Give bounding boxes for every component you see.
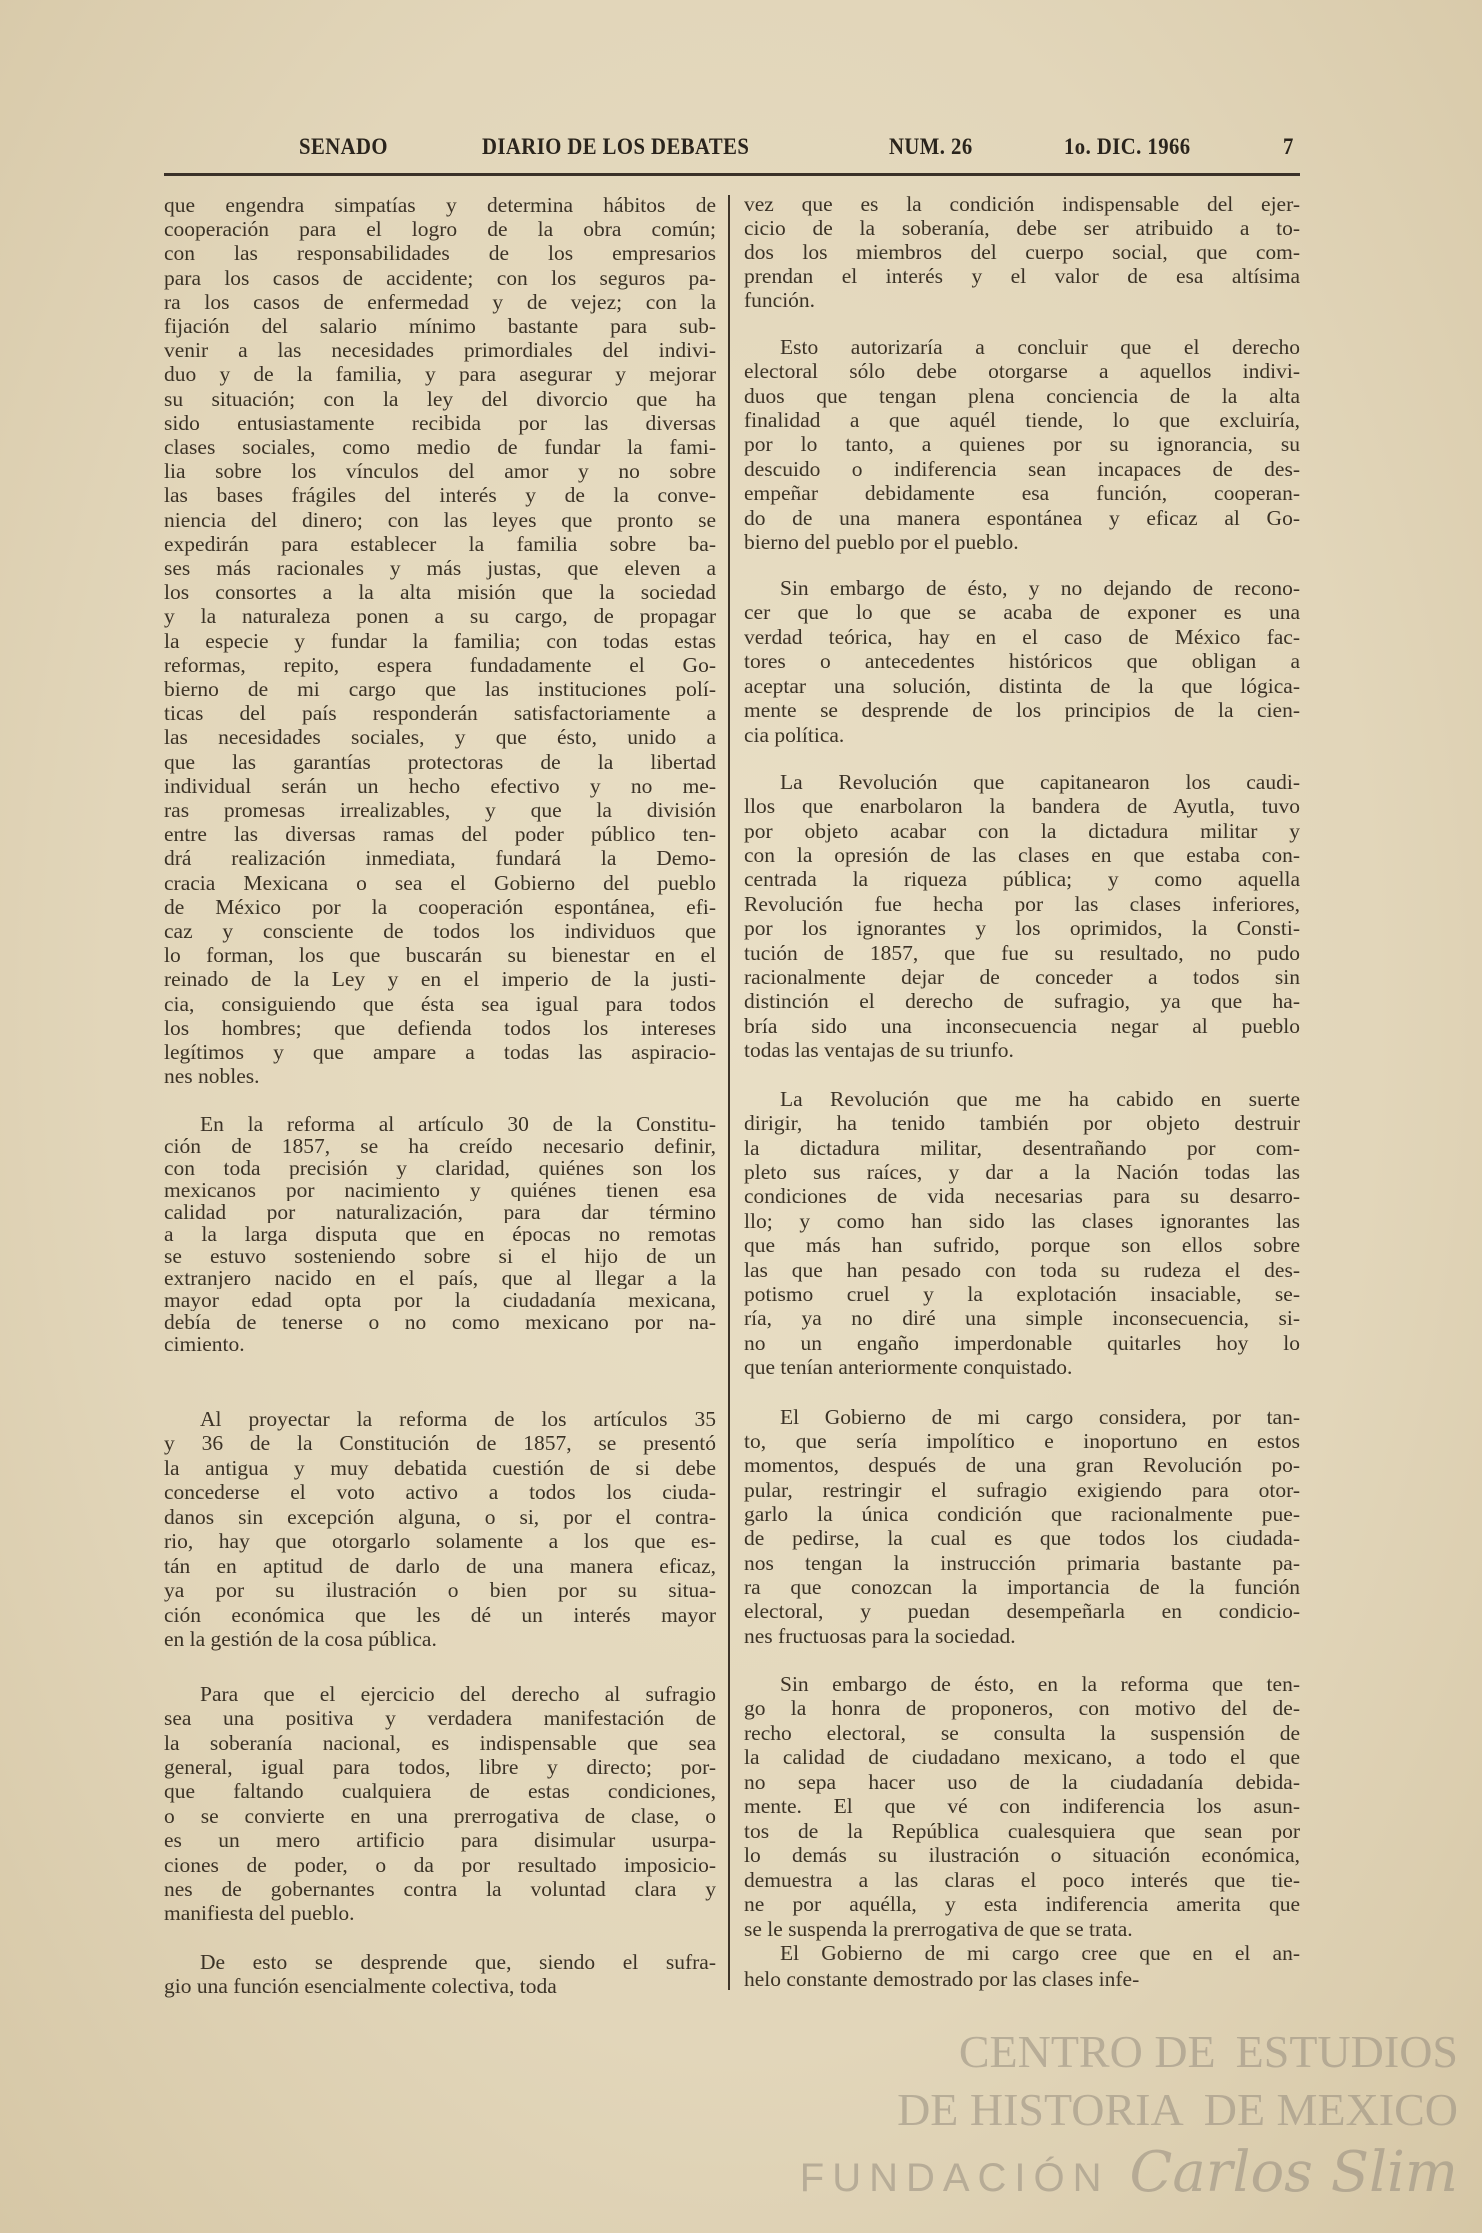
- text-line: ya por su ilustración o bien por su situa-: [164, 1578, 716, 1603]
- text-line: bierno del pueblo por el pueblo.: [744, 530, 1019, 555]
- text-line: venir a las necesidades primordiales del indivi-: [164, 338, 716, 363]
- text-line: clases sociales, como medio de fundar la fami-: [164, 434, 716, 459]
- text-line: dos los miembros del cuerpo social, que com-: [744, 240, 1300, 264]
- watermark-row: [897, 2083, 1458, 2137]
- text-line: La Revolución que me ha cabido en suerte: [780, 1086, 1300, 1111]
- paragraph: [744, 1405, 1300, 1648]
- header-rule: [164, 173, 1300, 176]
- text-line: De esto se desprende que, siendo el sufra-: [200, 1949, 716, 1974]
- text-line: extranjero nacido en el país, que al llegar a la: [164, 1267, 716, 1289]
- watermark-line: ESTUDIOS: [1235, 2026, 1458, 2077]
- text-line: las bases frágiles del interés y de la conve-: [164, 483, 716, 508]
- watermark-row: [800, 2141, 1458, 2205]
- header-number: NUM. 26: [889, 134, 973, 159]
- text-line: lo forman, los que buscarán su bienestar en el: [164, 943, 716, 968]
- text-line: tos de la República cualesquiera que sean por: [744, 1818, 1300, 1843]
- text-line: pular, restringir el sufragio exigiendo para otor-: [744, 1477, 1300, 1502]
- text-line: la dictadura militar, desentrañando por com-: [744, 1135, 1300, 1160]
- text-line: momentos, después de una gran Revolución po-: [744, 1453, 1300, 1478]
- text-line: duo y de la familia, y para asegurar y mejorar: [164, 362, 716, 387]
- text-line: cia política.: [744, 722, 845, 747]
- text-line: distinción el derecho de sufragio, ya que ha-: [744, 989, 1300, 1014]
- paragraph: [744, 1940, 1300, 1992]
- text-line: llos que enarbolaron la bandera de Ayutla, tuvo: [744, 794, 1300, 819]
- paragraph: [744, 335, 1300, 555]
- text-line: no un engaño imperdonable quitarles hoy lo: [744, 1330, 1300, 1355]
- text-line: que engendra simpatías y determina hábitos de: [164, 192, 716, 217]
- text-line: por los ignorantes y los oprimidos, la Consti-: [744, 916, 1300, 941]
- text-line: expedirán para establecer la familia sobre ba-: [164, 531, 716, 556]
- text-line: cer que lo que se acaba de exponer es una: [744, 600, 1300, 625]
- watermark-line: DE HISTORIA: [897, 2084, 1184, 2135]
- text-line: Al proyectar la reforma de los artículos 35: [200, 1406, 716, 1431]
- text-line: ras promesas irrealizables, y que la división: [164, 797, 716, 822]
- text-line: lo demás su ilustración o situación económica,: [744, 1843, 1300, 1868]
- text-line: cimiento.: [164, 1333, 245, 1355]
- text-line: ne por aquélla, y esta indiferencia amerita que: [744, 1892, 1300, 1917]
- text-line: nes de gobernantes contra la voluntad clara y: [164, 1877, 716, 1902]
- text-line: ción económica que les dé un interés mayor: [164, 1602, 716, 1627]
- text-line: mente. El que vé con indiferencia los asun-: [744, 1794, 1300, 1819]
- text-line: recho electoral, se consulta la suspensión de: [744, 1720, 1300, 1745]
- paragraph: [744, 1672, 1300, 1942]
- text-line: niencia del dinero; con las leyes que pronto se: [164, 507, 716, 532]
- watermark-signature: Carlos Slim: [1129, 2140, 1458, 2205]
- text-line: con las responsabilidades de los empresarios: [164, 241, 716, 266]
- text-line: para los casos de accidente; con los seguros pa-: [164, 265, 716, 290]
- text-line: todas las ventajas de su triunfo.: [744, 1038, 1014, 1063]
- paragraph: [744, 576, 1300, 748]
- text-line: helo constante demostrado por las clases infe-: [744, 1967, 1140, 1991]
- text-line: se estuvo sosteniendo sobre si el hijo de un: [164, 1245, 716, 1267]
- text-line: en la gestión de la cosa pública.: [164, 1627, 437, 1652]
- text-line: cooperación para el logro de la obra común;: [164, 217, 716, 242]
- text-line: El Gobierno de mi cargo considera, por tan-: [780, 1404, 1300, 1429]
- text-line: do de una manera espontánea y eficaz al Go-: [744, 505, 1300, 530]
- text-line: rio, hay que otorgarlo solamente a los que es-: [164, 1529, 716, 1554]
- text-line: Sin embargo de ésto, y no dejando de recono-: [780, 575, 1300, 600]
- column-divider: [728, 195, 730, 1990]
- watermark: [800, 2025, 1458, 2205]
- text-line: general, igual para todos, libre y directo; por-: [164, 1755, 716, 1780]
- text-line: con la opresión de las clases en que estaba con-: [744, 843, 1300, 868]
- watermark-line: CENTRO DE: [958, 2026, 1216, 2077]
- header-page-number: 7: [1283, 134, 1294, 159]
- text-line: de pedirse, la cual es que todos los ciudada-: [744, 1526, 1300, 1551]
- text-line: tución de 1857, que fue su resultado, no pudo: [744, 940, 1300, 965]
- text-line: fijación del salario mínimo bastante para sub-: [164, 313, 716, 338]
- text-line: ra los casos de enfermedad y de vejez; con la: [164, 289, 716, 314]
- text-line: Esto autorizaría a concluir que el derecho: [780, 334, 1300, 359]
- text-line: la antigua y muy debatida cuestión de si debe: [164, 1455, 716, 1480]
- text-line: por lo tanto, a quienes por su ignorancia, su: [744, 432, 1300, 457]
- text-line: mente se desprende de los principios de la cien-: [744, 698, 1300, 723]
- text-line: ses más racionales y más justas, que eleven a: [164, 555, 716, 580]
- text-line: go la honra de proponeros, con motivo del de-: [744, 1696, 1300, 1721]
- text-line: sea una positiva y verdadera manifestación de: [164, 1706, 716, 1731]
- text-line: vez que es la condición indispensable del ejer-: [744, 192, 1300, 216]
- watermark-line: DE MEXICO: [1203, 2084, 1458, 2135]
- text-line: electoral, y puedan desempeñarla en condicio-: [744, 1599, 1300, 1624]
- text-line: su situación; con la ley del divorcio que ha: [164, 386, 716, 411]
- text-line: nes nobles.: [164, 1064, 260, 1089]
- text-line: reformas, repito, espera fundadamente el Go-: [164, 652, 716, 677]
- text-line: nos tengan la instrucción primaria bastante pa-: [744, 1550, 1300, 1575]
- text-line: Revolución fue hecha por las clases inferiores,: [744, 891, 1300, 916]
- text-line: Para que el ejercicio del derecho al sufragio: [200, 1681, 716, 1706]
- text-line: pleto sus raíces, y dar a la Nación todas las: [744, 1160, 1300, 1185]
- watermark-row: [959, 2025, 1458, 2079]
- text-line: debía de tenerse o no como mexicano por na-: [164, 1311, 716, 1333]
- text-line: condiciones de vida necesarias para su desarro-: [744, 1184, 1300, 1209]
- text-line: la calidad de ciudadano mexicano, a todo el que: [744, 1745, 1300, 1770]
- paragraph: [164, 1682, 716, 1926]
- text-line: aceptar una solución, distinta de la que lógica-: [744, 673, 1300, 698]
- text-line: gio una función esencialmente colectiva, toda: [164, 1974, 557, 1999]
- text-line: manifiesta del pueblo.: [164, 1901, 355, 1926]
- text-line: potismo cruel y la explotación insaciable, se-: [744, 1282, 1300, 1307]
- text-line: calidad por naturalización, para dar término: [164, 1201, 716, 1223]
- text-line: cia, consiguiendo que ésta sea igual para todos: [164, 991, 716, 1016]
- text-line: demuestra a las claras el poco interés que tie-: [744, 1867, 1300, 1892]
- text-line: bría sido una inconsecuencia negar al pueblo: [744, 1013, 1300, 1038]
- text-line: En la reforma al artículo 30 de la Constitu-: [200, 1113, 716, 1135]
- paragraph: [744, 770, 1300, 1063]
- text-line: que las garantías protectoras de la libertad: [164, 749, 716, 774]
- text-line: caz y consciente de todos los individuos que: [164, 918, 716, 943]
- text-line: y la naturaleza ponen a su cargo, de propagar: [164, 604, 716, 629]
- text-line: ciones de poder, o da por resultado imposicio-: [164, 1852, 716, 1877]
- text-line: lia sobre los vínculos del amor y no sobre: [164, 459, 716, 484]
- text-line: ción de 1857, se ha creído necesario definir,: [164, 1135, 716, 1157]
- text-line: o se convierte en una prerrogativa de clase, o: [164, 1803, 716, 1828]
- text-line: ticas del país responderán satisfactoriamente a: [164, 701, 716, 726]
- paragraph: [744, 1087, 1300, 1380]
- text-line: finalidad a que aquél tiende, lo que excluiría,: [744, 408, 1300, 433]
- paragraph: [164, 1950, 716, 1999]
- text-line: es un mero artificio para disimular usurpa-: [164, 1828, 716, 1853]
- text-line: centrada la riqueza pública; y como aquella: [744, 867, 1300, 892]
- text-line: los hombres; que defienda todos los intereses: [164, 1015, 716, 1040]
- text-line: ra que conozcan la importancia de la función: [744, 1574, 1300, 1599]
- text-line: drá realización inmediata, fundará la Demo-: [164, 846, 716, 871]
- text-line: reinado de la Ley y en el imperio de la justi-: [164, 967, 716, 992]
- text-line: que tenían anteriormente conquistado.: [744, 1355, 1073, 1380]
- text-line: tán en aptitud de darlo de una manera eficaz,: [164, 1553, 716, 1578]
- text-line: garlo la única condición que racionalmente pue-: [744, 1502, 1300, 1527]
- text-line: cracia Mexicana o sea el Gobierno del pueblo: [164, 870, 716, 895]
- text-line: descuido o indiferencia sean incapaces de des-: [744, 456, 1300, 481]
- paragraph: [164, 1407, 716, 1652]
- text-line: llo; y como han sido las clases ignorantes las: [744, 1208, 1300, 1233]
- text-line: danos sin excepción alguna, o si, por el contra-: [164, 1504, 716, 1529]
- text-line: que faltando cualquiera de estas condiciones,: [164, 1779, 716, 1804]
- text-line: Sin embargo de ésto, en la reforma que ten-: [780, 1671, 1300, 1696]
- text-line: concederse el voto activo a todos los ciuda-: [164, 1480, 716, 1505]
- paragraph: [164, 1113, 716, 1355]
- text-line: la especie y fundar la familia; con todas estas: [164, 628, 716, 653]
- text-line: El Gobierno de mi cargo cree que en el an-: [780, 1941, 1300, 1965]
- text-line: con toda precisión y claridad, quiénes son los: [164, 1157, 716, 1179]
- paragraph: [164, 193, 716, 1089]
- text-line: cicio de la soberanía, debe ser atribuido a to-: [744, 216, 1300, 240]
- header-publication: DIARIO DE LOS DEBATES: [482, 134, 750, 159]
- text-line: se le suspenda la prerrogativa de que se trata.: [744, 1916, 1133, 1941]
- text-line: La Revolución que capitanearon los caudi-: [780, 769, 1300, 794]
- text-line: electoral sólo debe otorgarse a aquellos indivi-: [744, 359, 1300, 384]
- header-date: 1o. DIC. 1966: [1064, 134, 1191, 159]
- text-line: verdad teórica, hay en el caso de México fac-: [744, 624, 1300, 649]
- text-line: duos que tengan plena conciencia de la alta: [744, 383, 1300, 408]
- text-line: ría, ya no diré una simple inconsecuencia, si-: [744, 1306, 1300, 1331]
- text-line: de México por la cooperación espontánea, efi-: [164, 894, 716, 919]
- text-line: individual serán un hecho efectivo y no me-: [164, 773, 716, 798]
- text-line: las que han pesado con toda su rudeza el des-: [744, 1257, 1300, 1282]
- text-line: prendan el interés y el valor de esa altísima: [744, 264, 1300, 288]
- text-line: racionalmente dejar de conceder a todos sin: [744, 965, 1300, 990]
- text-line: mexicanos por nacimiento y quiénes tienen esa: [164, 1179, 716, 1201]
- text-line: mayor edad opta por la ciudadanía mexicana,: [164, 1289, 716, 1311]
- text-line: legítimos y que ampare a todas las aspiracio-: [164, 1040, 716, 1064]
- text-line: los consortes a la alta misión que la sociedad: [164, 580, 716, 605]
- header-section: SENADO: [299, 134, 388, 159]
- text-line: y 36 de la Constitución de 1857, se presentó: [164, 1431, 716, 1456]
- watermark-line: FUNDACIÓN: [799, 2156, 1110, 2200]
- text-line: sido entusiastamente recibida por las diversas: [164, 410, 716, 435]
- text-line: por objeto acabar con la dictadura militar y: [744, 818, 1300, 843]
- text-line: nes fructuosas para la sociedad.: [744, 1623, 1016, 1648]
- text-line: función.: [744, 288, 816, 312]
- text-line: que más han sufrido, porque son ellos sobre: [744, 1233, 1300, 1258]
- text-line: tores o antecedentes históricos que obligan a: [744, 649, 1300, 674]
- paragraph: [744, 192, 1300, 312]
- text-line: entre las diversas ramas del poder público ten-: [164, 822, 716, 847]
- text-line: empeñar debidamente esa función, cooperan-: [744, 481, 1300, 506]
- text-line: la soberanía nacional, es indispensable que sea: [164, 1730, 716, 1755]
- text-line: dirigir, ha tenido también por objeto destruir: [744, 1111, 1300, 1136]
- text-line: no sepa hacer uso de la ciudadanía debida-: [744, 1769, 1300, 1794]
- text-line: bierno de mi cargo que las instituciones polí-: [164, 676, 716, 701]
- text-line: to, que sería impolítico e inoportuno en estos: [744, 1429, 1300, 1454]
- text-line: a la larga disputa que en épocas no remotas: [164, 1223, 716, 1245]
- text-line: las necesidades sociales, y que ésto, unido a: [164, 725, 716, 750]
